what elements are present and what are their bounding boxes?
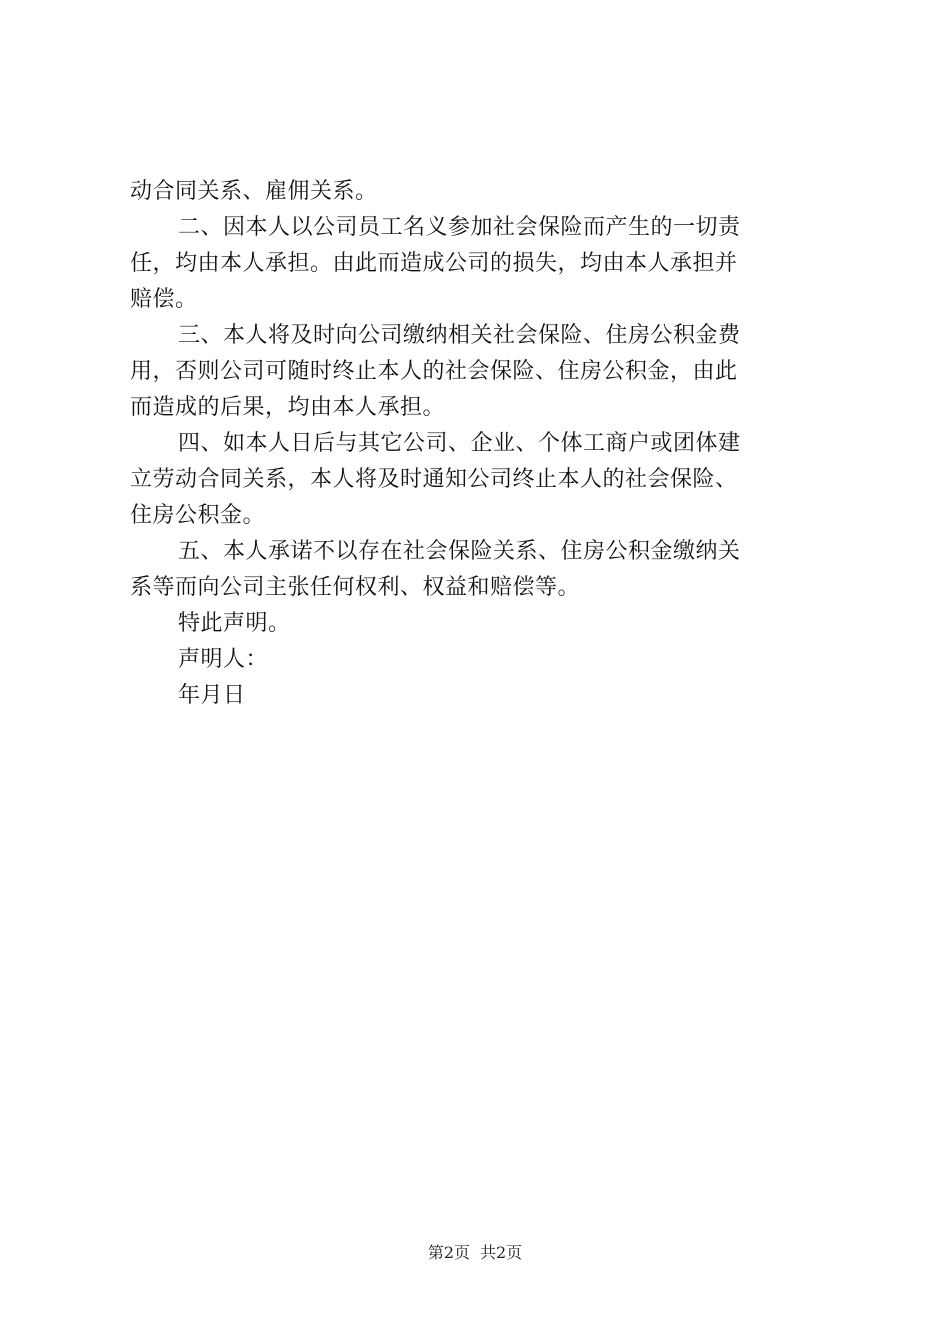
body-line-2: 二、因本人以公司员工名义参加社会保险而产生的一切责 [178,215,741,240]
page-number: 第2页 [427,1243,470,1262]
body-line-7: 而造成的后果，均由本人承担。 [130,395,446,420]
body-line-6: 用，否则公司可随时终止本人的社会保险、住房公积金，由此 [130,359,738,384]
body-line-11: 五、本人承诺不以存在社会保险关系、住房公积金缴纳关 [178,539,741,564]
body-line-1: 动合同关系、雇佣关系。 [130,179,378,204]
body-line-10: 住房公积金。 [130,503,266,528]
closing-statement: 特此声明。 [178,611,291,636]
declarant-label: 声明人： [178,647,269,672]
body-line-12: 系等而向公司主张任何权利、权益和赔偿等。 [130,575,581,600]
body-line-4: 赔偿。 [130,287,198,312]
date-label: 年月日 [178,683,246,708]
body-line-5: 三、本人将及时向公司缴纳相关社会保险、住房公积金费 [178,323,741,348]
page-total: 共2页 [480,1243,523,1262]
document-body [130,174,830,714]
page-footer [0,1243,950,1263]
body-line-3: 任，均由本人承担。由此而造成公司的损失，均由本人承担并 [130,251,738,276]
body-line-8: 四、如本人日后与其它公司、企业、个体工商户或团体建 [178,431,741,456]
body-line-9: 立劳动合同关系，本人将及时通知公司终止本人的社会保险、 [130,467,738,492]
